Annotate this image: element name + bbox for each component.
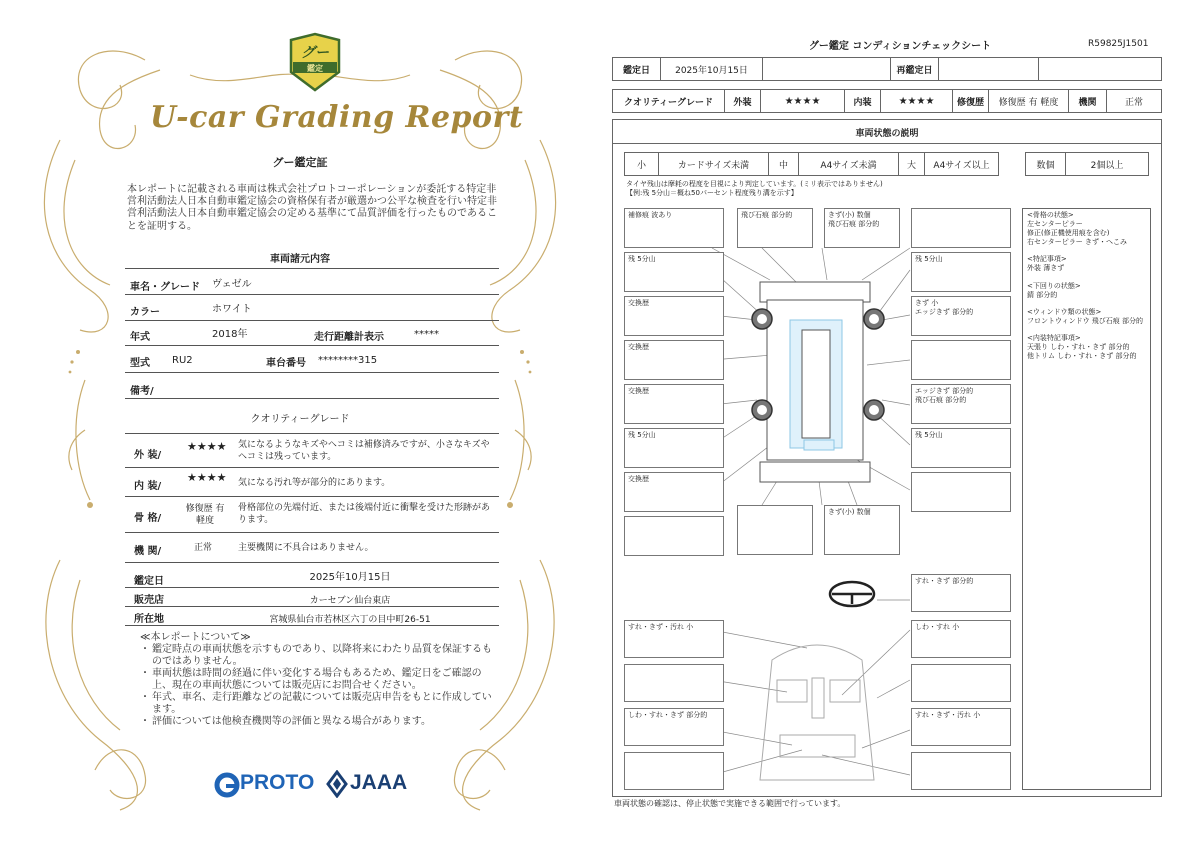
tire-example: 【例:残 5分山＝概ね50パーセント程度残り溝を示す】 (626, 189, 798, 197)
section-title: 車両状態の説明 (855, 129, 919, 139)
side-note-line: <ウィンドウ類の状態> (1027, 307, 1102, 316)
grade-frame-label: 骨 格/ (134, 513, 162, 524)
interior-note-box (911, 664, 1011, 702)
grade-engine-desc: 主要機関に不具合はありません。 (238, 543, 374, 553)
grade-engine-value: 正常 (194, 543, 213, 553)
interior-note-box (624, 752, 724, 790)
interior-label: 内装 (845, 90, 881, 112)
reinspect-label: 再鑑定日 (891, 58, 939, 80)
interior-value: ★★★★ (881, 90, 953, 112)
side-note-line: 他トリム しわ・すれ・きず 部分的 (1027, 352, 1137, 361)
count-label: 数個 (1026, 153, 1066, 175)
interior-note-box: すれ・きず 部分的 (911, 574, 1011, 612)
exterior-note-box: 交換歴 (624, 296, 724, 336)
grade-engine-label: 機 関/ (134, 546, 162, 557)
grade-interior-desc: 気になる汚れ等が部分的にあります。 (238, 478, 391, 488)
address-value: 宮城県仙台市若林区六丁の目中町26-51 (269, 615, 431, 625)
exterior-note-box: 飛び石痕 部分的 (737, 208, 813, 248)
note-item: 鑑定時点の車両状態を示すものであり、以降将来にわたり品質を保証するものではありません。 (152, 644, 492, 667)
side-note-line: 修正(修正機使用痕を含む) (1027, 229, 1110, 238)
dealer-value: カーセブン仙台東店 (309, 596, 391, 606)
exterior-value: ★★★★ (761, 90, 845, 112)
color-label: カラー (130, 307, 160, 318)
report-notes: ≪本レポートについて≫ ・ 鑑定時点の車両状態を示すものであり、以降将来にわたり品質を保証するものではありません。 ・ 車両状態は時間の経過に伴い変化する場合もあるため、鑑定日をご確認の上、現在の車両状態については販売店にお問合せください。 ・ 年式、車名、走行距離などの記載については販売店申告をもとに作成しています。 ・ 評価については他検査機関等の評価と異なる場合があります。 (140, 632, 498, 728)
exterior-note-box: エッジきず 部分的 飛び石痕 部分的 (911, 384, 1011, 424)
interior-note-box: すれ・きず・汚れ 小 (911, 708, 1011, 746)
year-label: 年式 (130, 332, 150, 343)
side-note-line: <下回りの状態> (1027, 281, 1081, 290)
sheet-title: グー鑑定 コンディションチェックシート (808, 41, 992, 52)
exterior-label: 外装 (725, 90, 761, 112)
reinspect-value (939, 58, 1039, 80)
proto-logo-icon (214, 772, 240, 798)
model-label: 車名・グレード (130, 282, 200, 293)
exterior-note-box: きず(小) 数個 (824, 505, 900, 555)
certificate-heading: グー鑑定証 (272, 156, 328, 169)
badge-top-text: グー (301, 45, 329, 61)
mileage-label: 走行距離計表示 (314, 332, 384, 343)
exterior-note-box: きず 小 エッジきず 部分的 (911, 296, 1011, 336)
size-legend (624, 152, 999, 176)
interior-note-box (624, 664, 724, 702)
size-medium: 中 (769, 153, 799, 175)
grade-frame-value: 修復歴 有 軽度 (185, 504, 225, 527)
side-note-line: <内装特記事項> (1027, 333, 1081, 342)
exterior-note-box: 交換歴 (624, 384, 724, 424)
grade-exterior-label: 外 装/ (134, 450, 162, 461)
specs-heading: 車両諸元内容 (270, 254, 330, 265)
side-note-line: フロントウィンドウ 飛び石痕 部分的 (1027, 316, 1144, 325)
appraisal-date-label: 鑑定日 (134, 576, 164, 587)
notes-title: ≪本レポートについて≫ (140, 632, 251, 643)
note-item: 年式、車名、走行距離などの記載については販売店申告をもとに作成しています。 (152, 692, 492, 715)
date-label: 鑑定日 (613, 58, 661, 80)
chassis-label: 車台番号 (266, 358, 306, 369)
certificate-body: 本レポートに記載される車両は株式会社プロトコーポレーションが委託する特定非営利活動法人日本自動車鑑定協会の資格保有者が厳選かつ公平な検査を行い特定非営利活動法人日本自動車鑑定協会の定める基準にて品質評価を行ったものであることを証明する。 (127, 184, 497, 232)
date-value: 2025年10月15日 (661, 58, 763, 80)
size-small-desc: カードサイズ未満 (659, 153, 769, 175)
note-item: 車両状態は時間の経過に伴い変化する場合もあるため、鑑定日をご確認の上、現在の車両状態については販売店にお問合せください。 (152, 668, 482, 691)
condition-check-sheet (600, 0, 1200, 848)
side-note-line: <骨格の状態> (1027, 211, 1074, 219)
engine-value: 正常 (1124, 97, 1143, 108)
grade-interior-stars: ★★★★ (187, 471, 227, 484)
badge-bottom-text: 鑑定 (307, 64, 323, 73)
quality-row (612, 89, 1162, 113)
quality-label: クオリティーグレード (613, 90, 725, 112)
grade-interior-label: 内 装/ (134, 481, 162, 492)
exterior-note-box: 交換歴 (624, 340, 724, 380)
remarks-label: 備考/ (130, 386, 154, 397)
side-notes-panel (1022, 208, 1151, 790)
grade-exterior-desc: 気になるようなキズやヘコミは補修済みですが、小さなキズやヘコミは残っています。 (238, 440, 490, 462)
interior-note-box: しわ・すれ・きず 部分的 (624, 708, 724, 746)
exterior-note-box: 残 5分山 (624, 252, 724, 292)
exterior-note-box: 残 5分山 (624, 428, 724, 468)
exterior-note-box (911, 472, 1011, 512)
mileage-value: ***** (414, 329, 439, 340)
exterior-note-box: 補修痕 波あり (624, 208, 724, 248)
year-value: 2018年 (212, 329, 248, 340)
side-note-line: 天張り しわ・すれ・きず 部分的 (1027, 343, 1130, 352)
grade-heading: クオリティーグレード (250, 414, 350, 425)
dealer-label: 販売店 (134, 595, 164, 606)
type-value: RU2 (172, 355, 193, 366)
side-note-line: 錆 部分的 (1027, 290, 1058, 299)
note-item: 評価については他検査機関等の評価と異なる場合があります。 (152, 716, 431, 727)
interior-note-box: しわ・すれ 小 (911, 620, 1011, 658)
side-note-line: 左センターピラー (1027, 220, 1083, 229)
exterior-note-box (624, 516, 724, 556)
color-value: ホワイト (212, 304, 252, 315)
grade-frame-desc: 骨格部位の先端付近、または後端付近に衝撃を受けた形跡があります。 (238, 503, 491, 525)
exterior-note-box (911, 340, 1011, 380)
side-note-line: 外装 薄きず (1027, 264, 1065, 273)
exterior-note-box: 残 5分山 (911, 252, 1011, 292)
count-legend (1025, 152, 1149, 176)
interior-note-box: すれ・きず・汚れ 小 (624, 620, 724, 658)
type-label: 型式 (130, 358, 150, 369)
size-large: 大 (899, 153, 925, 175)
size-small: 小 (625, 153, 659, 175)
side-note-line: <特記事項> (1027, 255, 1067, 264)
report-title: U-car Grading Report (150, 100, 524, 135)
count-desc: 2個以上 (1090, 160, 1124, 171)
goo-appraisal-badge-icon (287, 32, 343, 92)
tire-note: タイヤ残山は摩耗の程度を目視により判定しています。(ミリ表示ではありません) (626, 180, 883, 188)
grade-exterior-stars: ★★★★ (187, 440, 227, 453)
document-id: R59825J1501 (1088, 39, 1149, 49)
date-row (612, 57, 1162, 81)
exterior-note-box: 残 5分山 (911, 428, 1011, 468)
size-large-desc: A4サイズ以上 (933, 160, 990, 171)
repair-value: 修復歴 有 軽度 (989, 90, 1069, 112)
side-note-line: 右センターピラー きず・へこみ (1027, 238, 1127, 247)
proto-logo-text: PROTO (240, 771, 315, 794)
appraisal-date-value: 2025年10月15日 (309, 572, 391, 583)
exterior-note-box: 交換歴 (624, 472, 724, 512)
jaaa-logo-text: JAAA (350, 771, 408, 794)
engine-label: 機関 (1069, 90, 1107, 112)
exterior-note-box (737, 505, 813, 555)
footer-note: 車両状態の確認は、停止状態で実施できる範囲で行っています。 (614, 799, 846, 808)
model-value: ヴェゼル (212, 279, 252, 290)
interior-note-box (911, 752, 1011, 790)
jaaa-logo-icon (326, 770, 348, 798)
exterior-note-box (911, 208, 1011, 248)
chassis-value: ********315 (318, 355, 378, 366)
exterior-note-box: きず(小) 数個 飛び石痕 部分的 (824, 208, 900, 248)
size-medium-desc: A4サイズ未満 (799, 153, 899, 175)
address-label: 所在地 (134, 614, 164, 625)
steering-wheel-icon (830, 582, 874, 606)
repair-label: 修復歴 (953, 90, 989, 112)
